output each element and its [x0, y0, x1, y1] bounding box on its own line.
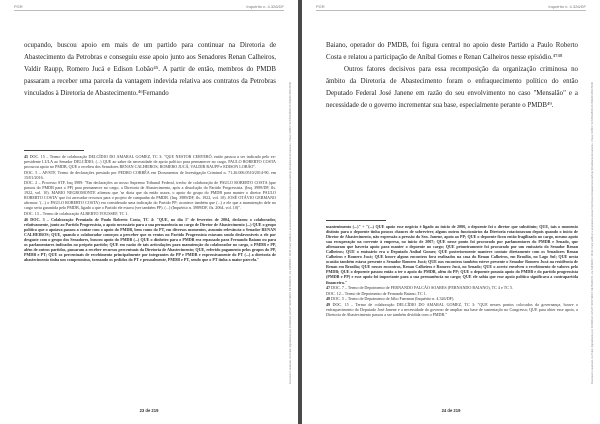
page-number: 24 de 219: [441, 408, 461, 413]
footnote-text: DOC. 5 – AP/STF, Termo de declarações prestado por PEDRO CORRÊA em Documentos de Investigação Criminal n. 71.26.006.0510/2014-90, em 15/01/2016.: [24, 169, 276, 180]
footnote-text: DOC. 13 – Termo de colaboração ALBERTO YOUSSEF, TC 1.: [24, 211, 129, 217]
footnote-rule: [326, 220, 386, 221]
body-paragraph: ocupando, buscou apoio em mais de um partido para continuar na Diretoria de Abastecimento da Petrobras e conseguiu esse apoio junto aos Senadores Renan Calheiros, Valdir Raupp, Romero Jucá e Edison Lobão⁴⁵. A partir de então, membros do PMDB passaram a receber uma parcela da vantagem indevida relativa aos contratos da Petrobras vinculados à Diretoria de Abastecimento.⁴⁶Fernando: [24, 42, 276, 98]
footnote-text: mantenimento (...)" + "(...) QUE apoio esse negócio é ligado ao início de 2006, o depoente foi o diretor que substituiu; QUE, tais o momento distinto para o depoente tinha poucos chances de sobreviver, alguns outros funcionários da Diretoria rotacionavam depois quando o início de Diretor de Abastecimento, não expressão a pressão do Sen. Janene, apoio ao PP; QUE o depoente ficou então fragilizado no cargo, mesmo apoio sua recuperação na corrente à empresa, no início de 2007; QUE nesse ponto foi procurado por parlamentares do PMDB e Senado, que afirmaram que haveria apoio para manter o depoente no cargo; QUE primeiramente foi procurado por um emissário do Senador Renan Calheiros; QUE o emissário era o Deputado Aníbal Gomes; QUE posteriormente manteve contato diretamente com os Senadores Renan Calheiros e Romero Jucá; QUE houve alguns encontros fora realizados na casa do Renan Calheiros, em Brasília, no Lago Sul; QUE nesta ocasião também estava presente o Senador Romero Jucá; QUE nos encontros também esteve presente o Senador Romero Jucá na residência de Renan em Brasília; QUE nesses encontros, Renan Calheiros e Romero Jucá, no Senado; QUE o acerto envolveu o recebimento de valores pelo PMDB; QUE o depoente passou então a ter o apoio do PMDB, além do PP; QUE o depoente possuía apoio do PMDB e do partido progressista (PMDB e PP) e esse apoio foi importante para a sua permanência no cargo; QUE ele sabia que esse apoio político significava a contrapartida financeira.": [326, 224, 578, 285]
header-rule: [316, 10, 586, 11]
body-text: [24, 40, 276, 100]
footnote-number: 47: [326, 285, 331, 291]
footnote-rule: [24, 150, 84, 151]
footnote-number: 49: [326, 301, 331, 307]
footnote: [326, 302, 578, 317]
header-right: Inquérito n. 4.326/DF: [246, 4, 284, 9]
footnote: [24, 217, 276, 262]
body-text: [326, 40, 578, 113]
footnote: [326, 296, 578, 301]
page-header: [316, 4, 586, 9]
page-header: [14, 4, 284, 9]
footnote: [326, 224, 578, 285]
body-paragraph: Baiano, operador do PMDB, foi figura central no apoio deste Partido a Paulo Roberto Costa e relatou a participação de Aníbal Gomes e Renan Calheiros nesse episódio.⁴⁷⁴⁸: [326, 42, 578, 62]
footnotes: [24, 154, 276, 262]
footnote-text: DOC. 15 – Termo de colaboração DELCÍDIO DO AMARAL GOMEZ, TC 3: "QUE nesses pontos colocados da governança, houve o enfraquecimento do Deputado José Janene e a necessidade do governo de ampliar sua base de sustentação no Congresso; QUE para obter esse apoio, a Diretoria de Abastecimento passou a ser também dividida com o PMDB.": [326, 301, 578, 317]
footnote-text: DOC. 15 – Termo de colaboração DELCÍDIO DO AMARAL GOMEZ, TC 3: "QUE NESTOR CERVERÓ, então passou a ser indicado pelo ex-presidente LULA ao Senador DELCÍDIO; (...) QUE ao saber da necessidade de apoio político para permanecer no cargo, PAULO ROBERTO COSTA procurou apoio no PMDB, QUE o recebeu dos Senadores RENAN CALHEIROS, ROMERO JUCÁ, VALDIR RAUPP e EDISON LOBÃO".: [24, 154, 277, 170]
footnote-number: 48: [326, 296, 331, 302]
footnote-text: DOC. 2 – Processo STF, Inq 3989: "Em declarações ao nosso Supremo Tribunal Federal, trecho de colaboração de PAULO ROBERTO COSTA (que passou do PMDB para o PP) para permanecer no cargo, a Diretoria de Abastecimento, após a dissolução do Partido Progressista. (Inq. 3989/DF, fls. 1922, vol. 10). MARIO NEGROMONTE afirmou que 'se dizia que da então usava, o apoio do grupo do PMDB para manter o diretor PAULO ROBERTO COSTA' que foi arrecadar recursos para o projeto de campanha do PMDB. (Inq. 3989/DF, fls. 1922, vol. 10). JOSÉ OTÁVIO GERMANO afirmou: '(...) o PAULO ROBERTO COSTA) era considerado uma indicação do Partido PP; acontece também que (...) a ele que a manutenção dele no cargo seria garantida pelo PMDB, ligado a que o Partido ele estava (ver também PP). (...) (Inquérito n. 3989/DF, fls. 2064, vol. 10)".: [24, 180, 276, 211]
footnote-text: DOC. 3 – Colaboração Premiada de Paulo Roberto Costa, TC 4: "QUE, no dia 1º de fevereiro de 2004, declarou o colaborador, relativamente, junto ao Partido Progressista, o apoio necessário para a sua permanência no cargo de Diretor de Abastecimento (...) QUE o grupo político que o apoiava passou a contar com o apoio do PMDB, bem como do PT, em diversos momentos, assumiu relevância o Senador RENAN CALHEIROS; QUE, quando o colaborador começou a perceber que os ventos no Partido Progressista estavam sendo desfavoráveis a ele por desgaste com o grupo dos Senadores, buscou apoio do PMDB (...) QUE o dinheiro para o PMDB era repassado para Fernando Baiano ou para os parlamentares indicados no próprio partido; QUE em razão de tais articulações para manutenção do colaborador no cargo, o PMDB e PP, além de outros partidos, passaram a receber recursos percentuais da Diretoria de Abastecimento; QUE, referido pagamento pelos grupos do PP, PMDB e PT; QUE os percentuais de recebimento principalmente por integrantes do PP e PMDB e expressivamente do PT (...) a diretoria de abastecimento tinha um compromisso, tornando os pedidos do PT e pessoalmente, PMDB e PT, sendo que o PT tinha a maior parcela.": [24, 216, 276, 262]
document-page-left: [0, 0, 298, 424]
header-right: Inquérito n. 4.326/DF: [548, 4, 586, 9]
footnote: [24, 154, 276, 169]
footnote-text: DOC. 7 – Termo de Depoimento de FERNANDO FALCÃO SOARES (FERNANDO BAIANO), TC 4 e TC 5.: [331, 285, 514, 291]
footnote-number: 46: [24, 216, 29, 222]
footnote-text: DOC. 5 – Termo de Depoimento de Júlio Faerman (Inquérito n. 4.326/DF).: [331, 296, 455, 302]
footnote: [24, 211, 276, 216]
footnote-number: 45: [24, 154, 29, 159]
header-left: PGR: [14, 4, 23, 9]
header-rule: [14, 10, 284, 11]
footnote: [326, 285, 578, 290]
body-paragraph: Outros fatores decisivos para essa recomposição da organização criminosa no âmbito da Diretoria de Abastecimento foram o enfraquecimento político do então Deputado Federal José Janene em razão do seu envolvimento no caso "Mensalão" e a necessidade de o governo incrementar sua base, especialmente perante o PMDB⁴⁹.: [326, 66, 578, 110]
footnote: [24, 180, 276, 210]
footnote: [24, 170, 276, 180]
footnote: [326, 291, 578, 296]
signature-margin-note: Documento assinado via Token digitalmente por RODRIGO JANOT MONTEIRO DE BARROS, em 04/09/2017 18:42. Para verificar a assinatura acesse http://www.transparencia.mpf.mp.br/validacaodocumento. Chave 3C8E7712.6F9A4B18.2A7D3E90.4B1C5F06: [591, 82, 594, 384]
page-number: 23 de 219: [139, 408, 159, 413]
footnotes: [326, 224, 578, 317]
signature-margin-note: Documento assinado via Token digitalmente por RODRIGO JANOT MONTEIRO DE BARROS, em 04/09/2017 18:42. Para verificar a assinatura acesse http://www.transparencia.mpf.mp.br/validacaodocumento. Chave 3C8E7712.6F9A4B18.2A7D3E90.4B1C5F06: [289, 82, 292, 384]
header-left: PGR: [316, 4, 325, 9]
document-page-right: [302, 0, 600, 424]
footnote-text: DOC. 12 – Termo de Depoimento de Fernando Baiano, TC 1.: [326, 290, 427, 296]
